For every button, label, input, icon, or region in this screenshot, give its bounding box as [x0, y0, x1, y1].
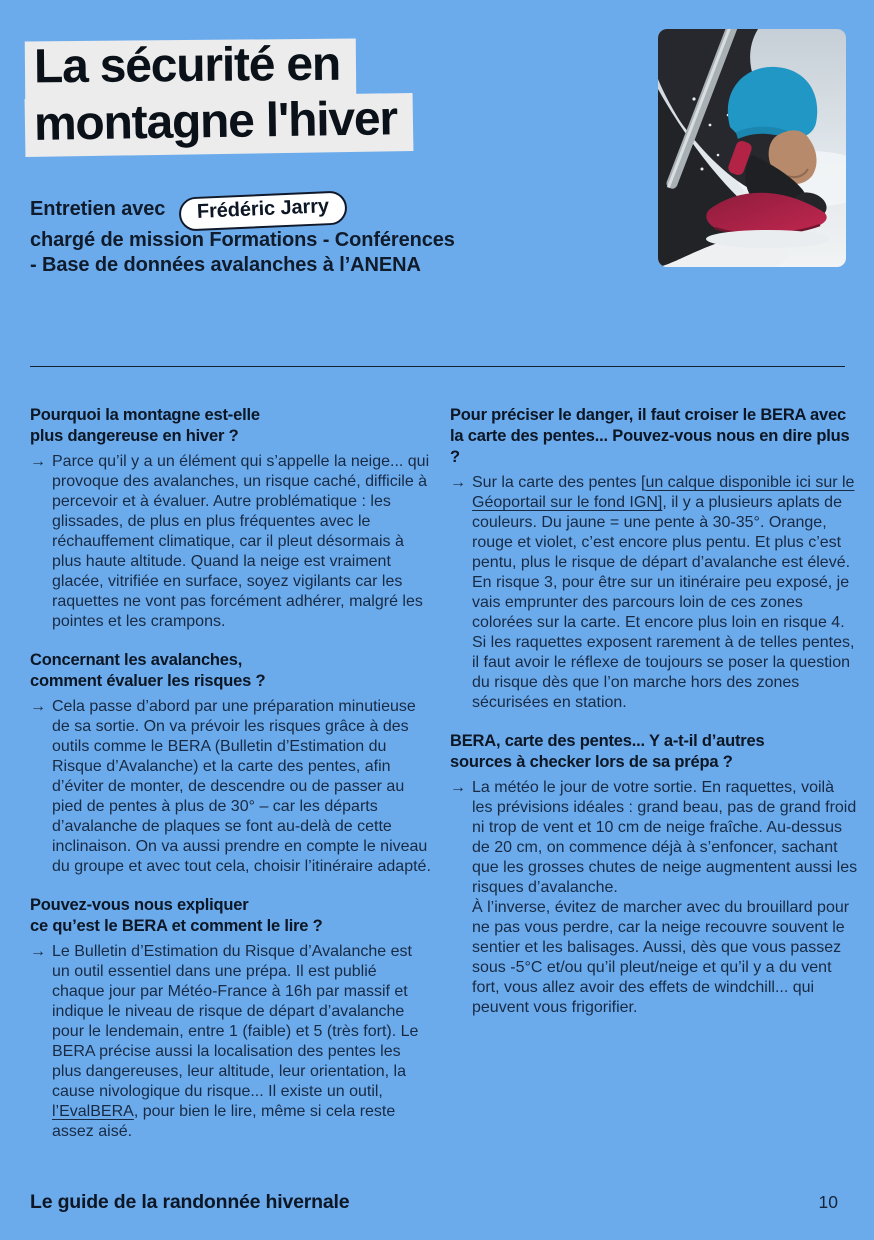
answer-text: [30, 697, 432, 877]
inline-link[interactable]: un calque disponible ici sur le Géoportail sur le fond IGN]: [472, 474, 855, 511]
answer-segment: , il y a plusieurs aplats de couleurs. Du jaune = une pente à 30-35°. Orange, rouge et violet, c’est encore plus pentu. Et plus c’est pentu, plus le risque de départ d’avalanche est élevé. En risque 3, pour être sur un itinéraire peu exposé, je vais emprunter des parcours loin de ces zones colorées sur la carte. Et encore plus loin en risque 4. Si les raquettes exposent rarement à de telles pentes, il faut avoir le réflexe de toujours se poser la question du risque dès que l’on marche hors des zones sécurisées en station.: [472, 494, 855, 711]
intro-text: [30, 194, 455, 278]
question-heading: Pouvez-vous nous expliquer ce qu’est le BERA et comment le lire ?: [30, 896, 323, 935]
divider: [30, 366, 845, 367]
interviewee-name-pill: Frédéric Jarry: [178, 190, 347, 231]
answer-text: [450, 778, 858, 1018]
page-footer: [30, 1191, 838, 1214]
answer-segment: Le Bulletin d’Estimation du Risque d’Avalanche est un outil essentiel dans une prépa. Il est publié chaque jour par Météo-France à 16h par massif et indique le niveau de risque de départ d’avalanche pour le lendemain, entre 1 (faible) et 5 (très fort). Le BERA précise aussi la localisation des pentes les plus dangereuses, leur altitude, leur orientation, la cause nivologique du risque... Il existe un outil,: [52, 943, 419, 1100]
answer-segment: Parce qu’il y a un élément qui s’appelle la neige... qui provoque des avalanches, un risque caché, difficile à percevoir et à évaluer. Autre problématique : les glissades, de plus en plus fréquentes avec le réchauffement climatique, car il pleut désormais à plus haute altitude. Quand la neige est vraiment glacée, vitrifiée en surface, soyez vigilants car les raquettes ne vont pas forcément adhérer, malgré les pointes et les crampons.: [52, 453, 430, 630]
qa-block: [30, 895, 432, 1142]
intro-line-2: chargé de mission Formations - Conférences: [30, 229, 455, 251]
arrow-icon: →: [450, 474, 466, 491]
interviewee-photo: [658, 29, 846, 267]
qa-block: [30, 405, 432, 632]
question-heading: BERA, carte des pentes... Y a-t-il d’autres sources à checker lors de sa prépa ?: [450, 732, 765, 771]
intro-line-3: - Base de données avalanches à l’ANENA: [30, 254, 421, 276]
qa-block: [450, 405, 858, 713]
arrow-icon: →: [450, 779, 466, 796]
answer-text: [450, 473, 858, 713]
page-title: [25, 37, 413, 154]
interview-body: [30, 405, 858, 1160]
question-heading: Pourquoi la montagne est-elle plus dangereuse en hiver ?: [30, 406, 260, 445]
question-heading: Pour préciser le danger, il faut croiser le BERA avec la carte des pentes... Pouvez-vous nous en dire plus ?: [450, 406, 850, 466]
arrow-icon: →: [30, 698, 46, 715]
qa-block: [450, 731, 858, 1018]
intro-prefix: Entretien avec: [30, 198, 166, 220]
title-line-1: La sécurité en: [25, 39, 357, 100]
answer-segment: , pour bien le lire, même si cela reste assez aisé.: [52, 1103, 396, 1140]
answer-text: [30, 942, 432, 1142]
question-heading: Concernant les avalanches, comment évaluer les risques ?: [30, 651, 266, 690]
snow-digging-photo-illustration: [658, 29, 846, 267]
arrow-icon: →: [30, 943, 46, 960]
right-column: [450, 405, 858, 1160]
answer-segment: La météo le jour de votre sortie. En raquettes, voilà les prévisions idéales : grand beau, pas de grand froid ni trop de vent et 10 cm de neige fraîche. Au-dessus de 20 cm, on commence déjà à s’enfoncer, sachant que les grosses chutes de neige augmentent aussi les risques d’avalanche.: [472, 779, 858, 896]
answer-segment: Sur la carte des pentes [: [472, 474, 646, 491]
qa-block: [30, 650, 432, 877]
arrow-icon: →: [30, 453, 46, 470]
answer-segment: À l’inverse, évitez de marcher avec du brouillard pour ne pas vous perdre, car la neige recouvre souvent le sentier et les balisages. Aussi, dès que vous passez sous -5°C et/ou qu’il pleut/neige et qu’il y a du vent fort, vous allez avoir des effets de windchill... qui peuvent vous frigorifier.: [472, 899, 850, 1016]
answer-segment: Cela passe d’abord par une préparation minutieuse de sa sortie. On va prévoir les risques grâce à des outils comme le BERA (Bulletin d’Estimation du Risque d’Avalanche) et la carte des pentes, afin d’éviter de monter, de descendre ou de passer au pied de pentes à plus de 30° – car les départs d’avalanche de plaques se font au-delà de cette inclinaison. On va aussi prendre en compte le niveau du groupe et avec tout cela, choisir l’itinéraire adapté.: [52, 698, 431, 875]
left-column: [30, 405, 432, 1160]
answer-text: [30, 452, 432, 632]
guide-title: Le guide de la randonnée hivernale: [30, 1191, 350, 1213]
inline-link[interactable]: l’EvalBERA: [52, 1103, 134, 1120]
page-number: 10: [818, 1192, 838, 1212]
title-line-2: montagne l'hiver: [25, 93, 414, 157]
